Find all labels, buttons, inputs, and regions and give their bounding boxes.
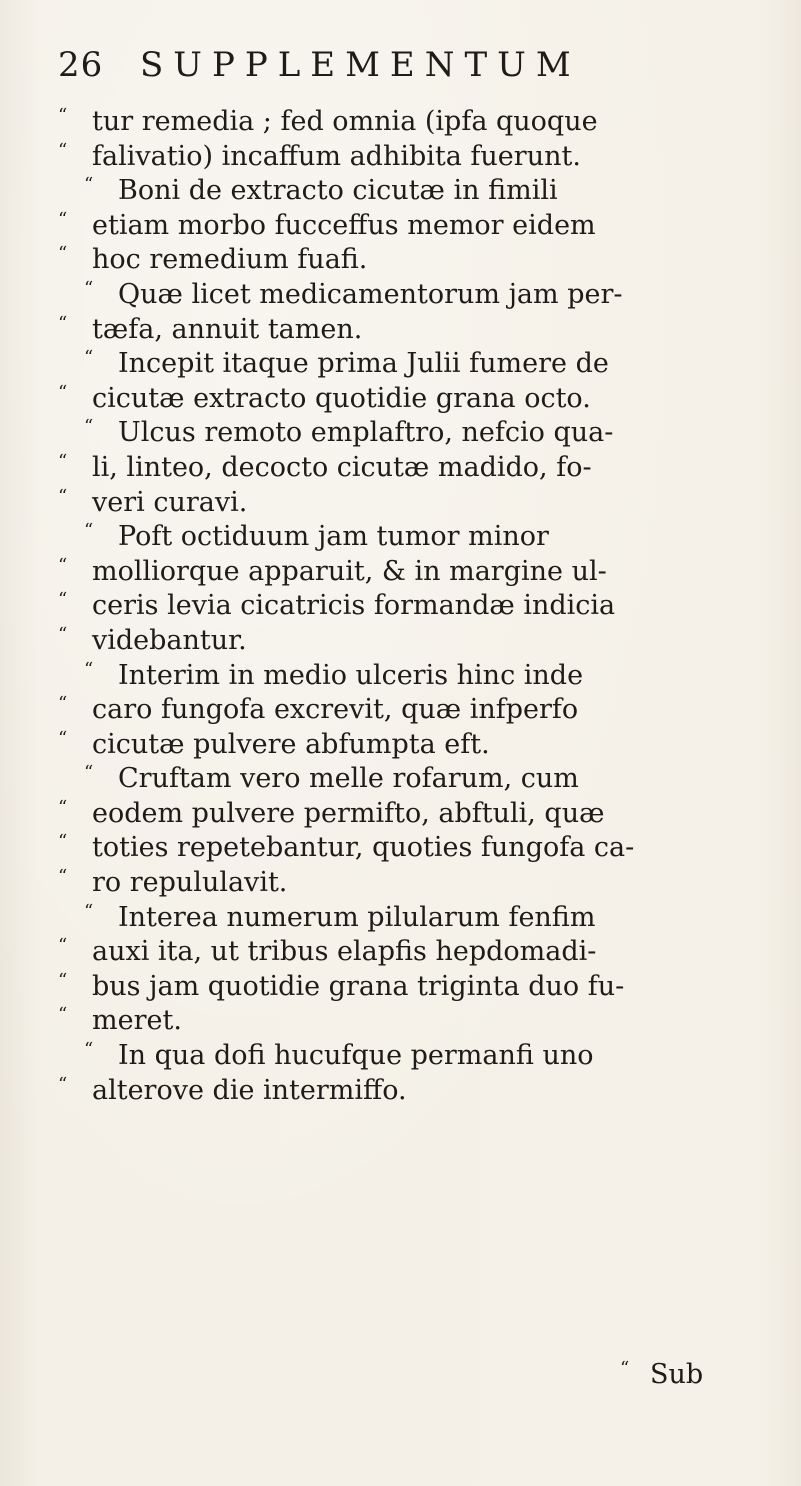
quote-mark: “ — [84, 900, 93, 922]
text-line — [58, 583, 768, 622]
text-line — [58, 860, 768, 899]
line-text: eodem pulvere permifto, abftuli, quæ — [92, 797, 605, 829]
quote-mark: “ — [58, 139, 67, 161]
text-line — [58, 895, 768, 933]
text-line — [58, 237, 768, 276]
line-text: toties repetebantur, quoties fungofa ca- — [92, 832, 635, 864]
quote-mark: “ — [58, 623, 67, 645]
line-text: Boni de extracto cicutæ in fimili — [118, 175, 558, 207]
quote-mark: “ — [58, 935, 67, 957]
text-line — [58, 549, 768, 587]
text-line — [58, 480, 768, 518]
text-line — [58, 998, 768, 1037]
text-line — [58, 653, 768, 691]
text-line — [58, 307, 768, 345]
text-line — [58, 376, 768, 414]
line-text: Incepit itaque prima Julii fumere de — [118, 348, 609, 380]
quote-mark: “ — [84, 520, 93, 542]
quote-mark: “ — [58, 866, 67, 888]
line-text: molliorque apparuit, & in margine ul- — [92, 555, 607, 587]
body-text — [58, 99, 768, 1106]
quote-mark: “ — [84, 762, 93, 784]
line-text: li, linteo, decocto cicutæ madido, fo- — [92, 451, 592, 483]
line-text: cicutæ extracto quotidie grana octo. — [92, 382, 591, 414]
line-text: Poft octiduum jam tumor minor — [118, 521, 549, 553]
quote-mark: “ — [58, 312, 67, 334]
line-text: veri curavi. — [92, 486, 248, 518]
text-line — [58, 410, 768, 449]
quote-mark: “ — [58, 208, 67, 230]
quote-mark: “ — [58, 693, 67, 715]
line-text: Interim in medio ulceris hinc inde — [118, 659, 584, 691]
page-number: 26 — [58, 45, 104, 85]
page-header — [58, 40, 758, 90]
text-line — [58, 791, 768, 829]
line-text: cicutæ pulvere abfumpta eft. — [92, 728, 490, 760]
text-line — [58, 929, 768, 968]
line-text: caro fungofa excrevit, quæ infperfo — [92, 694, 579, 726]
line-text: Cruftam vero melle rofarum, cum — [118, 763, 579, 795]
text-line — [58, 134, 768, 172]
quote-mark: “ — [58, 727, 67, 749]
quote-mark: “ — [58, 969, 67, 991]
quote-mark: “ — [58, 589, 67, 611]
catchword — [620, 1352, 703, 1393]
text-line — [58, 825, 768, 864]
line-text: tur remedia ; fed omnia (ipfa quoque — [92, 106, 598, 137]
quote-mark: “ — [58, 831, 67, 853]
quote-mark: “ — [58, 554, 67, 576]
quote-mark: “ — [84, 277, 93, 299]
text-line — [58, 272, 768, 310]
line-text: falivatio) incaffum adhibita fuerunt. — [92, 140, 581, 172]
text-line — [58, 99, 768, 137]
line-text: videbantur. — [92, 624, 247, 656]
line-text: In qua dofi hucufque permanfi uno — [118, 1040, 594, 1072]
text-line — [58, 687, 768, 726]
quote-mark: “ — [58, 243, 67, 265]
catchword-text: Sub — [650, 1359, 704, 1390]
quote-mark: “ — [58, 796, 67, 818]
running-head: SUPPLEMENTUM — [140, 45, 581, 85]
line-text: etiam morbo fucceffus memor eidem — [92, 209, 596, 241]
quote-mark: “ — [58, 1004, 67, 1026]
text-line — [58, 756, 768, 795]
line-text: meret. — [92, 1005, 182, 1037]
line-text: alterove die intermiffo. — [92, 1074, 407, 1106]
text-line — [58, 618, 768, 656]
line-text: ro repululavit. — [92, 867, 288, 899]
text-line — [58, 722, 768, 760]
text-line — [58, 1068, 768, 1106]
text-line — [58, 168, 768, 207]
line-text: Ulcus remoto emplaftro, nefcio qua- — [118, 417, 614, 449]
quote-mark: “ — [84, 347, 93, 369]
line-text: bus jam quotidie grana triginta duo fu- — [92, 970, 625, 1002]
quote-mark: “ — [620, 1358, 629, 1379]
line-text: hoc remedium fuafi. — [92, 244, 368, 276]
quote-mark: “ — [58, 1073, 67, 1095]
quote-mark: “ — [84, 658, 93, 680]
text-line — [58, 514, 768, 553]
text-line — [58, 203, 768, 241]
quote-mark: “ — [84, 174, 93, 196]
line-text: ceris levia cicatricis formandæ indicia — [92, 590, 616, 622]
quote-mark: “ — [84, 1039, 93, 1061]
line-text: auxi ita, ut tribus elapfis hepdomadi- — [92, 936, 597, 968]
quote-mark: “ — [58, 381, 67, 403]
line-text: tæfa, annuit tamen. — [92, 313, 363, 345]
text-line — [58, 341, 768, 380]
quote-mark: “ — [84, 416, 93, 438]
quote-mark: “ — [58, 450, 67, 472]
line-text: Interea numerum pilularum fenfim — [118, 901, 596, 933]
text-line — [58, 964, 768, 1002]
line-text: Quæ licet medicamentorum jam per- — [118, 278, 623, 310]
quote-mark: “ — [58, 485, 67, 507]
text-line — [58, 1033, 768, 1072]
quote-mark: “ — [58, 105, 67, 126]
text-line — [58, 445, 768, 483]
